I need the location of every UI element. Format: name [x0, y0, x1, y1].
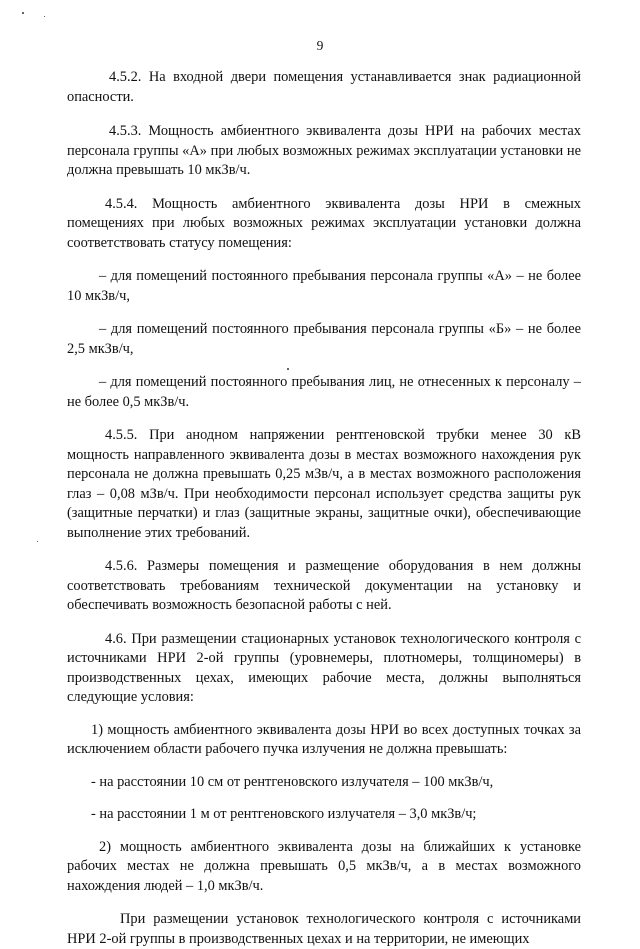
paragraph-4-6: 4.6. При размещении стационарных установок технологического контроля с источниками НРИ 2-ой группы (уровнемеры, плотномеры, толщиномеры) в производственных цехах, имеющих рабочие места, должны выполняться следующие условия:	[67, 630, 581, 705]
list-item-non-personnel: – для помещений постоянного пребывания лиц, не отнесенных к персоналу – не более 0,5 мкЗв/ч.	[67, 374, 581, 410]
paragraph-4-5-3: 4.5.3. Мощность амбиентного эквивалента дозы НРИ на рабочих местах персонала группы «А» при любых возможных режимах эксплуатации установки не должна превышать 10 мкЗв/ч.	[67, 123, 581, 178]
distance-limit-1m: - на расстоянии 1 м от рентгеновского излучателя – 3,0 мкЗв/ч;	[91, 806, 477, 822]
list-item-group-a: – для помещений постоянного пребывания персонала группы «А» – не более 10 мкЗв/ч,	[67, 268, 581, 304]
paragraph-4-5-4: 4.5.4. Мощность амбиентного эквивалента дозы НРИ в смежных помещениях при любых возможных режимах эксплуатации установки должна соответствовать статусу помещения:	[67, 195, 581, 251]
distance-limit-10cm: - на расстоянии 10 см от рентгеновского излучателя – 100 мкЗв/ч,	[91, 773, 494, 790]
paragraph-4-5-5: 4.5.5. При анодном напряжении рентгеновской трубки менее 30 кВ мощность направленного эквивалента дозы в местах возможного нахождения рук персонала не должна превышать 0,25 мЗв/ч, а в местах возможного расположения глаз – 0,08 мЗв/ч. При необходимости персонал использует средства защиты рук (защитные перчатки) и глаз (защитные экраны, защитные очки), обеспечивающие выполнение этих требований.	[67, 427, 581, 541]
scan-speck	[44, 16, 45, 17]
scan-speck	[287, 368, 289, 370]
scan-speck	[22, 12, 24, 14]
page-number: 9	[316, 38, 324, 53]
closing-paragraph: При размещении установок технологического контроля с источниками НРИ 2-ой группы в производственных цехах и на территории, не имеющих	[67, 911, 581, 947]
paragraph-4-5-2: 4.5.2. На входной двери помещения устанавливается знак радиационной опасности.	[67, 69, 581, 105]
page-body	[67, 68, 581, 949]
paragraph-4-5-6: 4.5.6. Размеры помещения и размещение оборудования в нем должны соответствовать требованиям технической документации на установку и обеспечивать возможность безопасной работы с ней.	[67, 558, 581, 613]
scan-speck	[37, 541, 38, 542]
list-item-group-b: – для помещений постоянного пребывания персонала группы «Б» – не более 2,5 мкЗв/ч,	[67, 321, 581, 357]
condition-item-1: 1) мощность амбиентного эквивалента дозы НРИ во всех доступных точках за исключением области рабочего пучка излучения не должна превышать:	[67, 721, 581, 757]
condition-item-2: 2) мощность амбиентного эквивалента дозы на ближайших к установке рабочих местах не должна превышать 0,5 мкЗв/ч, а в местах возможного нахождения людей – 1,0 мкЗв/ч.	[67, 838, 581, 894]
